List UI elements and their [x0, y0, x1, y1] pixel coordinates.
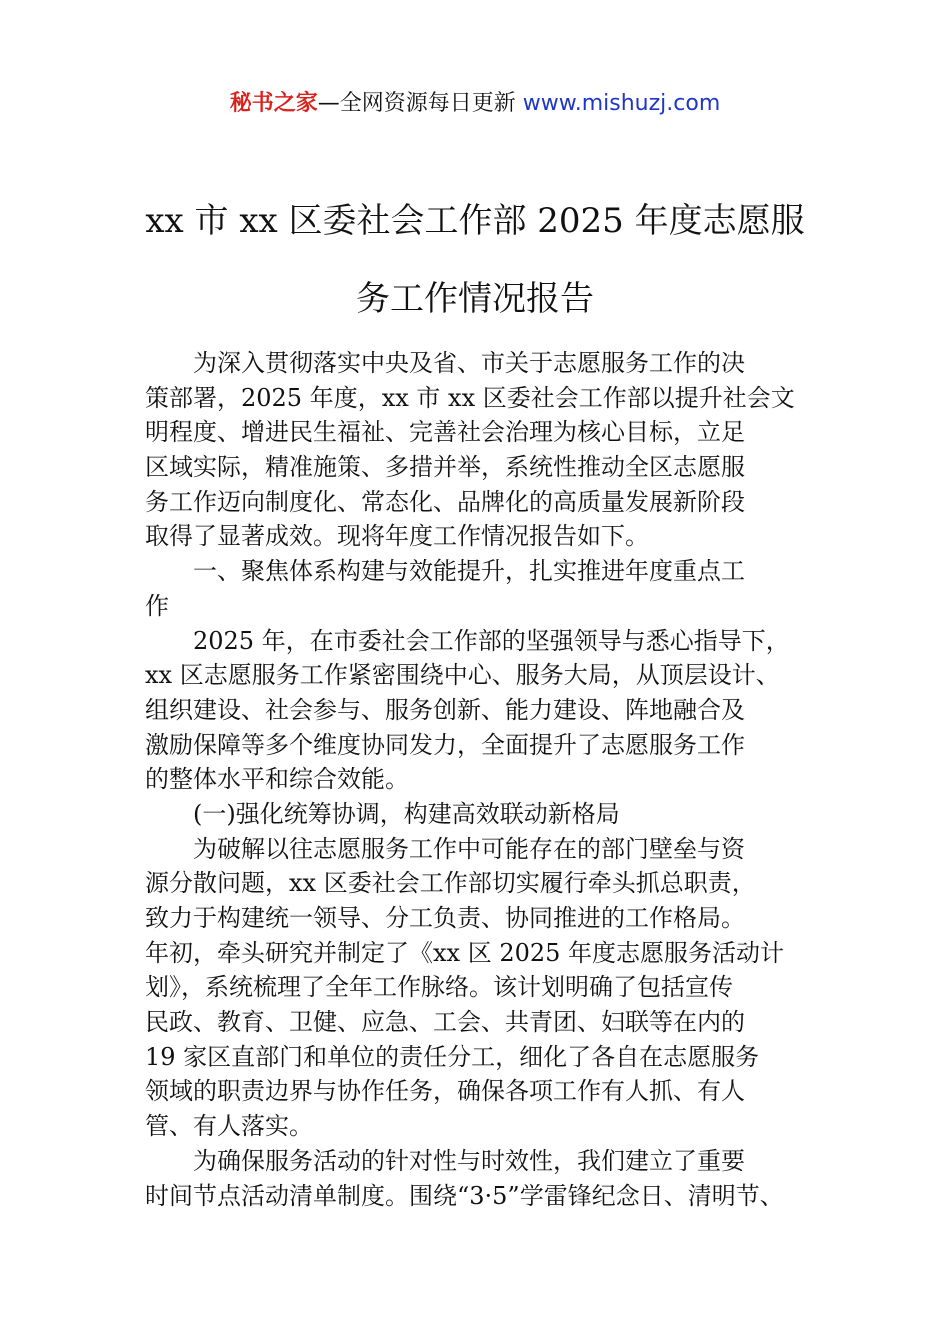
- body-line: 组织建设、社会参与、服务创新、能力建设、阵地融合及: [145, 695, 745, 724]
- body-line: 务工作迈向制度化、常态化、品牌化的高质量发展新阶段: [145, 487, 745, 516]
- body-line: 2025 年，在市委社会工作部的坚强领导与悉心指导下，: [193, 626, 790, 655]
- body-line: 19 家区直部门和单位的责任分工，细化了各自在志愿服务: [145, 1042, 760, 1071]
- body-line: 为确保服务活动的针对性与时效性，我们建立了重要: [193, 1146, 745, 1175]
- site-header: [0, 88, 950, 120]
- body-line: 划》，系统梳理了全年工作脉络。该计划明确了包括宣传: [145, 973, 733, 1002]
- body-line: 作: [145, 591, 169, 620]
- body-line: xx 区志愿服务工作紧密围绕中心、服务大局，从顶层设计、: [145, 661, 780, 690]
- body-line: 致力于构建统一领导、分工负责、协同推进的工作格局。: [145, 904, 745, 932]
- body-line: 时间节点活动清单制度。围绕“3·5”学雷锋纪念日、清明节、: [145, 1181, 784, 1210]
- body-line: (一)强化统筹协调，构建高效联动新格局: [193, 799, 620, 828]
- body-line: 为破解以往志愿服务工作中可能存在的部门壁垒与资: [193, 834, 745, 863]
- body-line: 管、有人落实。: [145, 1112, 313, 1141]
- body-line: 取得了显著成效。现将年度工作情况报告如下。: [145, 522, 649, 551]
- body-line: 为深入贯彻落实中央及省、市关于志愿服务工作的决: [193, 349, 745, 377]
- document-body: [145, 346, 815, 1213]
- body-line: 一、聚焦体系构建与效能提升，扎实推进年度重点工: [193, 557, 745, 586]
- body-line: 的整体水平和综合效能。: [145, 765, 409, 794]
- body-line: 领域的职责边界与协作任务，确保各项工作有人抓、有人: [145, 1077, 745, 1106]
- body-line: 区域实际，精准施策、多措并举，系统性推动全区志愿服: [145, 453, 745, 482]
- body-line: 激励保障等多个维度协同发力，全面提升了志愿服务工作: [145, 730, 745, 759]
- document-title: [140, 182, 810, 338]
- site-tagline: —全网资源每日更新: [317, 91, 523, 116]
- body-line: 策部署，2025 年度，xx 市 xx 区委社会工作部以提升社会文: [145, 383, 795, 412]
- brand-name: 秘书之家: [229, 91, 318, 116]
- title-line-2: 务工作情况报告: [356, 279, 594, 319]
- title-line-1: xx 市 xx 区委社会工作部 2025 年度志愿服: [145, 201, 805, 241]
- site-url-link[interactable]: www.mishuzj.com: [522, 91, 721, 116]
- body-line: 源分散问题，xx 区委社会工作部切实履行牵头抓总职责，: [145, 869, 756, 898]
- body-line: 年初，牵头研究并制定了《xx 区 2025 年度志愿服务活动计: [145, 938, 785, 967]
- body-line: 明程度、增进民生福祉、完善社会治理为核心目标，立足: [145, 418, 745, 447]
- body-line: 民政、教育、卫健、应急、工会、共青团、妇联等在内的: [145, 1008, 745, 1037]
